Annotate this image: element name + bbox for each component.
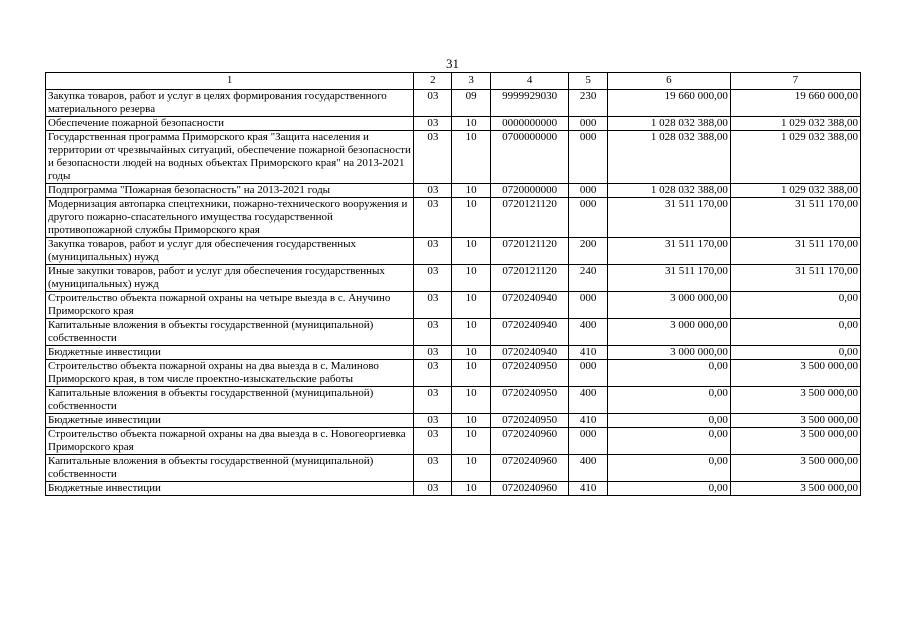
expense-type-code: 400 — [569, 319, 607, 346]
section-code: 03 — [414, 414, 452, 428]
section-code: 03 — [414, 131, 452, 184]
target-article-code: 0720240950 — [490, 387, 569, 414]
target-article-code: 0720240950 — [490, 360, 569, 387]
amount-col7: 3 500 000,00 — [730, 482, 860, 496]
row-name: Бюджетные инвестиции — [46, 482, 414, 496]
section-code: 03 — [414, 428, 452, 455]
section-code: 03 — [414, 292, 452, 319]
table-row — [46, 265, 861, 292]
amount-col7: 31 511 170,00 — [730, 198, 860, 238]
amount-col7: 1 029 032 388,00 — [730, 184, 860, 198]
table-row — [46, 131, 861, 184]
section-code: 03 — [414, 346, 452, 360]
table-row — [46, 387, 861, 414]
row-name: Капитальные вложения в объекты государственной (муниципальной) собственности — [46, 319, 414, 346]
amount-col7: 1 029 032 388,00 — [730, 131, 860, 184]
amount-col6: 0,00 — [607, 360, 730, 387]
table-row — [46, 455, 861, 482]
subsection-code: 10 — [452, 319, 490, 346]
row-name: Иные закупки товаров, работ и услуг для обеспечения государственных (муниципальных) нужд — [46, 265, 414, 292]
amount-col6: 0,00 — [607, 428, 730, 455]
target-article-code: 0720121120 — [490, 265, 569, 292]
amount-col6: 31 511 170,00 — [607, 265, 730, 292]
row-name: Обеспечение пожарной безопасности — [46, 117, 414, 131]
table-row — [46, 184, 861, 198]
subsection-code: 10 — [452, 117, 490, 131]
table-row — [46, 360, 861, 387]
expense-type-code: 000 — [569, 360, 607, 387]
amount-col6: 1 028 032 388,00 — [607, 117, 730, 131]
expense-type-code: 410 — [569, 482, 607, 496]
target-article-code: 0720000000 — [490, 184, 569, 198]
row-name: Бюджетные инвестиции — [46, 346, 414, 360]
amount-col6: 1 028 032 388,00 — [607, 184, 730, 198]
amount-col7: 19 660 000,00 — [730, 90, 860, 117]
amount-col7: 3 500 000,00 — [730, 455, 860, 482]
table-row — [46, 238, 861, 265]
section-code: 03 — [414, 455, 452, 482]
expense-type-code: 400 — [569, 455, 607, 482]
subsection-code: 10 — [452, 292, 490, 319]
expense-type-code: 200 — [569, 238, 607, 265]
amount-col7: 3 500 000,00 — [730, 360, 860, 387]
table-row — [46, 319, 861, 346]
target-article-code: 0700000000 — [490, 131, 569, 184]
expense-type-code: 410 — [569, 346, 607, 360]
amount-col6: 0,00 — [607, 414, 730, 428]
subsection-code: 10 — [452, 184, 490, 198]
amount-col7: 1 029 032 388,00 — [730, 117, 860, 131]
section-code: 03 — [414, 90, 452, 117]
row-name: Модернизация автопарка спецтехники, пожарно-технического вооружения и другого пожарно-спасательного имущества государственной противопожарной службы Приморского края — [46, 198, 414, 238]
subsection-code: 10 — [452, 265, 490, 292]
subsection-code: 10 — [452, 482, 490, 496]
column-header: 7 — [730, 73, 860, 90]
section-code: 03 — [414, 184, 452, 198]
subsection-code: 10 — [452, 198, 490, 238]
target-article-code: 0000000000 — [490, 117, 569, 131]
table-row — [46, 90, 861, 117]
row-name: Капитальные вложения в объекты государственной (муниципальной) собственности — [46, 455, 414, 482]
section-code: 03 — [414, 117, 452, 131]
expense-type-code: 000 — [569, 131, 607, 184]
subsection-code: 10 — [452, 428, 490, 455]
target-article-code: 0720121120 — [490, 238, 569, 265]
target-article-code: 0720240960 — [490, 455, 569, 482]
row-name: Бюджетные инвестиции — [46, 414, 414, 428]
target-article-code: 0720240960 — [490, 482, 569, 496]
table-row — [46, 482, 861, 496]
row-name: Закупка товаров, работ и услуг для обеспечения государственных (муниципальных) нужд — [46, 238, 414, 265]
budget-table — [45, 72, 861, 496]
table-row — [46, 414, 861, 428]
row-name: Закупка товаров, работ и услуг в целях формирования государственного материального резерва — [46, 90, 414, 117]
column-header: 5 — [569, 73, 607, 90]
row-name: Строительство объекта пожарной охраны на два выезда в с. Новогеоргиевка Приморского края — [46, 428, 414, 455]
table-row — [46, 428, 861, 455]
amount-col7: 31 511 170,00 — [730, 265, 860, 292]
table-header-row — [46, 73, 861, 90]
amount-col7: 3 500 000,00 — [730, 414, 860, 428]
column-header: 1 — [46, 73, 414, 90]
row-name: Строительство объекта пожарной охраны на четыре выезда в с. Анучино Приморского края — [46, 292, 414, 319]
expense-type-code: 000 — [569, 428, 607, 455]
section-code: 03 — [414, 238, 452, 265]
subsection-code: 10 — [452, 346, 490, 360]
section-code: 03 — [414, 387, 452, 414]
target-article-code: 0720240940 — [490, 346, 569, 360]
expense-type-code: 000 — [569, 198, 607, 238]
target-article-code: 0720240940 — [490, 319, 569, 346]
row-name: Подпрограмма "Пожарная безопасность" на 2013-2021 годы — [46, 184, 414, 198]
target-article-code: 0720240940 — [490, 292, 569, 319]
amount-col7: 0,00 — [730, 292, 860, 319]
section-code: 03 — [414, 319, 452, 346]
expense-type-code: 410 — [569, 414, 607, 428]
amount-col7: 3 500 000,00 — [730, 428, 860, 455]
target-article-code: 9999929030 — [490, 90, 569, 117]
subsection-code: 10 — [452, 360, 490, 387]
expense-type-code: 240 — [569, 265, 607, 292]
amount-col7: 0,00 — [730, 319, 860, 346]
target-article-code: 0720121120 — [490, 198, 569, 238]
amount-col7: 3 500 000,00 — [730, 387, 860, 414]
amount-col7: 31 511 170,00 — [730, 238, 860, 265]
amount-col7: 0,00 — [730, 346, 860, 360]
subsection-code: 10 — [452, 238, 490, 265]
subsection-code: 09 — [452, 90, 490, 117]
row-name: Государственная программа Приморского края "Защита населения и территории от чрезвычайных ситуаций, обеспечение пожарной безопасности и безопасности людей на водных объектах Приморского края" на 2013-2021 годы — [46, 131, 414, 184]
amount-col6: 3 000 000,00 — [607, 346, 730, 360]
expense-type-code: 000 — [569, 292, 607, 319]
target-article-code: 0720240960 — [490, 428, 569, 455]
amount-col6: 0,00 — [607, 387, 730, 414]
amount-col6: 1 028 032 388,00 — [607, 131, 730, 184]
section-code: 03 — [414, 198, 452, 238]
table-row — [46, 117, 861, 131]
amount-col6: 31 511 170,00 — [607, 198, 730, 238]
column-header: 6 — [607, 73, 730, 90]
page-number: 31 — [446, 56, 459, 71]
subsection-code: 10 — [452, 131, 490, 184]
expense-type-code: 000 — [569, 184, 607, 198]
target-article-code: 0720240950 — [490, 414, 569, 428]
column-header: 2 — [414, 73, 452, 90]
subsection-code: 10 — [452, 414, 490, 428]
table-row — [46, 292, 861, 319]
column-header: 3 — [452, 73, 490, 90]
expense-type-code: 000 — [569, 117, 607, 131]
section-code: 03 — [414, 265, 452, 292]
subsection-code: 10 — [452, 387, 490, 414]
section-code: 03 — [414, 482, 452, 496]
expense-type-code: 400 — [569, 387, 607, 414]
row-name: Строительство объекта пожарной охраны на два выезда в с. Малиново Приморского края, в том числе проектно-изыскательские работы — [46, 360, 414, 387]
amount-col6: 3 000 000,00 — [607, 319, 730, 346]
amount-col6: 0,00 — [607, 482, 730, 496]
amount-col6: 0,00 — [607, 455, 730, 482]
table-row — [46, 198, 861, 238]
amount-col6: 31 511 170,00 — [607, 238, 730, 265]
row-name: Капитальные вложения в объекты государственной (муниципальной) собственности — [46, 387, 414, 414]
table-row — [46, 346, 861, 360]
expense-type-code: 230 — [569, 90, 607, 117]
amount-col6: 3 000 000,00 — [607, 292, 730, 319]
column-header: 4 — [490, 73, 569, 90]
subsection-code: 10 — [452, 455, 490, 482]
amount-col6: 19 660 000,00 — [607, 90, 730, 117]
section-code: 03 — [414, 360, 452, 387]
